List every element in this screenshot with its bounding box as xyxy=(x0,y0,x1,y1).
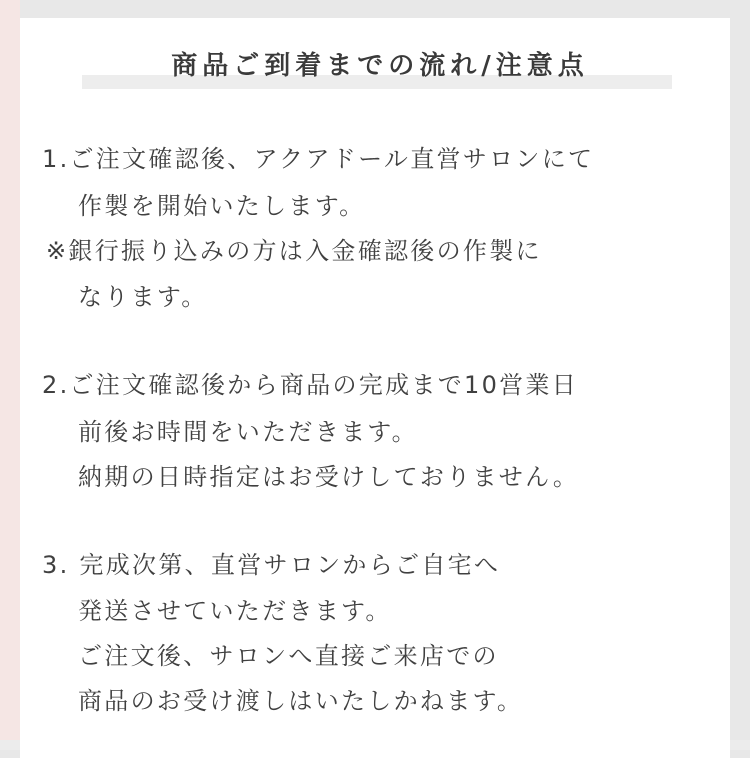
section-1-note-line-2: なります。 xyxy=(78,283,208,311)
section-3-line-4: 商品のお受け渡しはいたしかねます。 xyxy=(78,687,524,715)
section-3-line-3: ご注文後、サロンへ直接ご来店での xyxy=(78,642,499,670)
page-title: 商品ご到着までの流れ/注意点 xyxy=(171,51,589,81)
section-3-line-1: 3. 完成次第、直営サロンからご自宅へ xyxy=(42,551,501,579)
section-1-line-1: 1.ご注文確認後、アクアドール直営サロンにて xyxy=(42,145,595,173)
section-1-line-2: 作製を開始いたします。 xyxy=(78,192,366,220)
section-1-note-line-1: ※銀行振り込みの方は入金確認後の作製に xyxy=(46,237,542,265)
title-block xyxy=(80,38,670,98)
section-2-line-2: 前後お時間をいただきます。 xyxy=(78,418,418,446)
section-2-line-3: 納期の日時指定はお受けしておりません。 xyxy=(78,463,580,491)
background-left-accent xyxy=(0,0,20,750)
section-3-line-2: 発送させていただきます。 xyxy=(78,597,392,625)
section-2-line-1: 2.ご注文確認後から商品の完成まで10営業日 xyxy=(42,371,579,399)
